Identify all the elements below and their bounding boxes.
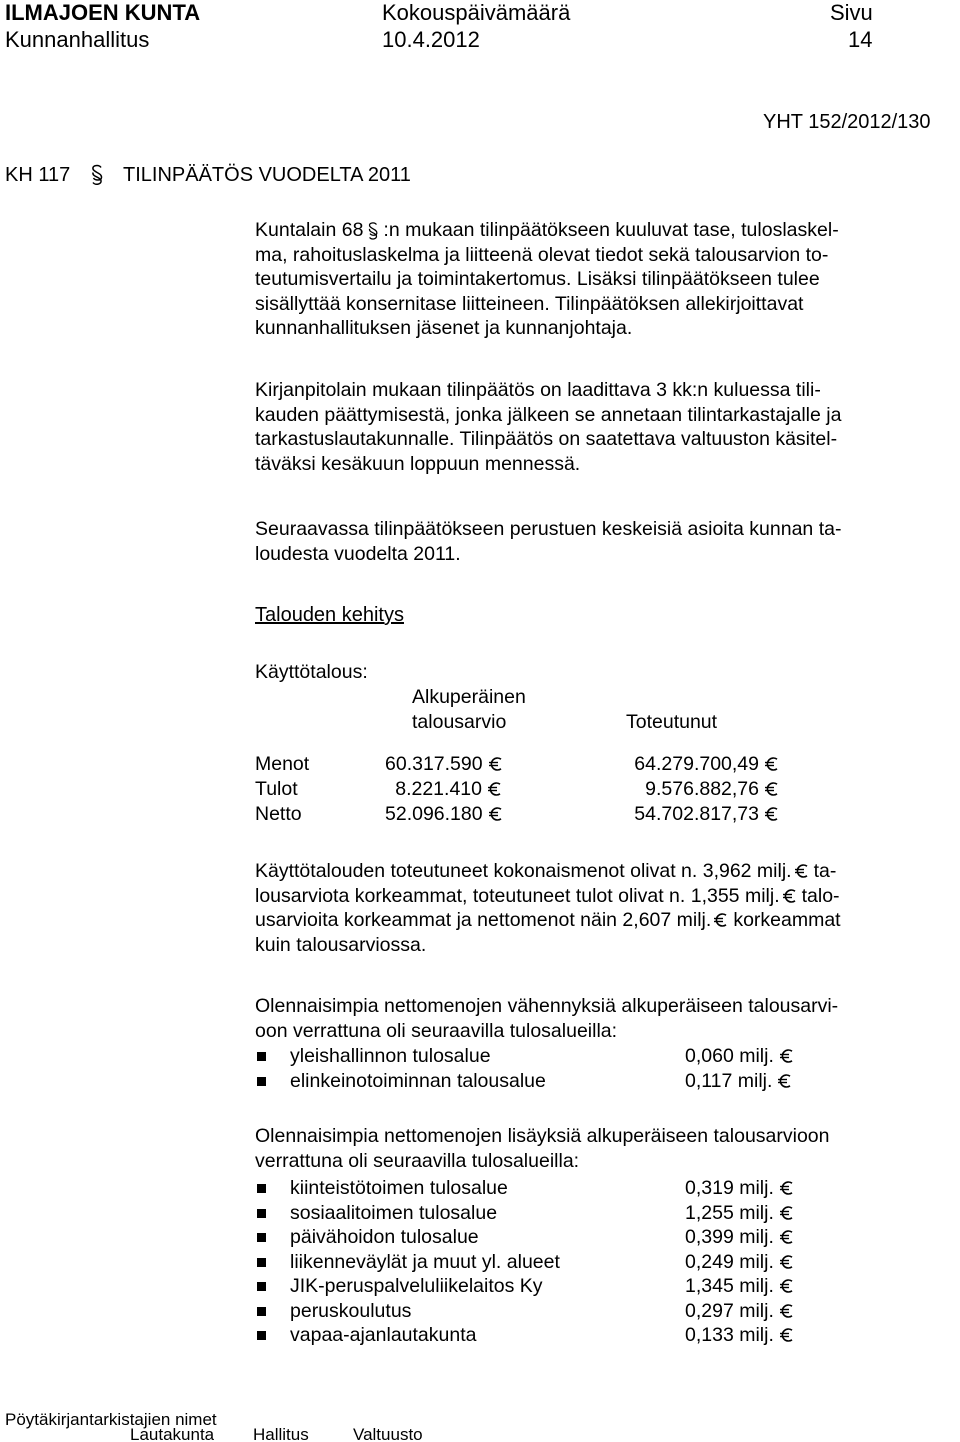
increases-list xyxy=(255,1176,815,1348)
list-item-label: JIK-peruspalveluliikelaitos Ky xyxy=(290,1275,543,1297)
euro-icon xyxy=(713,912,729,928)
list-item xyxy=(255,1176,815,1201)
reference-number: YHT 152/2012/130 xyxy=(763,111,931,133)
list-item-value: 0,399 milj. xyxy=(685,1225,795,1250)
paragraph-increases-intro xyxy=(255,1124,955,1173)
text-line: oon verrattuna oli seuraavilla tulosalueilla: xyxy=(255,1019,618,1042)
list-item-value: 0,117 milj. xyxy=(685,1069,793,1094)
paragraph-operating-summary xyxy=(255,859,955,957)
text-line: Seuraavassa tilinpäätökseen perustuen keskeisiä asioita kunnan ta- xyxy=(255,518,842,540)
section-sign-icon xyxy=(90,164,104,186)
list-item-label: vapaa-ajanlautakunta xyxy=(290,1324,477,1346)
list-item-value: 0,297 milj. xyxy=(685,1299,795,1324)
list-item-value: 1,345 milj. xyxy=(685,1274,795,1299)
square-bullet-icon xyxy=(257,1052,266,1061)
text-line: ma, rahoituslaskelma ja liitteenä olevat tiedot sekä talousarvion to- xyxy=(255,243,829,266)
text-line: teutumisvertailu ja toimintakertomus. Lisäksi tilinpäätökseen tulee xyxy=(255,268,820,290)
euro-icon xyxy=(794,863,810,879)
list-item-value: 0,319 milj. xyxy=(685,1176,795,1201)
list-item xyxy=(255,1274,815,1299)
item-title: TILINPÄÄTÖS VUODELTA 2011 xyxy=(123,164,411,186)
list-item-label: kiinteistötoimen tulosalue xyxy=(290,1177,508,1199)
section-heading: Talouden kehitys xyxy=(255,604,404,626)
paragraph-summary-intro xyxy=(255,517,955,566)
euro-icon xyxy=(779,1327,795,1343)
text-line: kuin talousarviossa. xyxy=(255,933,427,956)
page-number: 14 xyxy=(848,27,873,52)
euro-icon xyxy=(779,1048,795,1064)
text-line: sisällyttää konsernitase liitteineen. Tilinpäätöksen allekirjoittavat xyxy=(255,292,804,315)
square-bullet-icon xyxy=(257,1258,266,1267)
square-bullet-icon xyxy=(257,1282,266,1291)
euro-icon xyxy=(779,1180,795,1196)
euro-icon xyxy=(764,781,780,797)
table-cell-budget: 60.317.590 xyxy=(385,752,503,777)
page-label: Sivu xyxy=(830,0,873,25)
text-line: loudesta vuodelta 2011. xyxy=(255,542,461,565)
paragraph-decreases-intro xyxy=(255,994,955,1043)
text-line: verrattuna oli seuraavilla tulosalueilla: xyxy=(255,1149,580,1172)
text-line: Kuntalain 68 :n mukaan tilinpäätökseen kuuluvat tase, tuloslaskel- xyxy=(255,219,839,241)
euro-icon xyxy=(779,1205,795,1221)
meeting-date-label: Kokouspäivämäärä xyxy=(382,0,571,25)
list-item-label: yleishallinnon tulosalue xyxy=(290,1045,491,1067)
column-header-actual: Toteutunut xyxy=(626,711,718,733)
list-item xyxy=(255,1044,815,1069)
list-item xyxy=(255,1201,815,1226)
footer-col-government: Hallitus xyxy=(253,1428,309,1442)
table-row-label: Tulot xyxy=(255,778,298,800)
organization-name: ILMAJOEN KUNTA xyxy=(5,0,201,25)
list-item xyxy=(255,1069,815,1094)
footer-title: Pöytäkirjantarkistajien nimet xyxy=(5,1410,217,1429)
table-cell-actual: 54.702.817,73 xyxy=(600,802,780,827)
list-item xyxy=(255,1299,815,1324)
meeting-date: 10.4.2012 xyxy=(382,27,480,52)
text-line: Kirjanpitolain mukaan tilinpäätös on laadittava 3 kk:n kuluessa tili- xyxy=(255,379,821,401)
column-header-budget: Alkuperäinen talousarvio xyxy=(412,686,526,733)
text-line: kauden päättymisestä, jonka jälkeen se annetaan tilintarkastajalle ja xyxy=(255,403,842,426)
paragraph-municipal-act xyxy=(255,218,955,341)
euro-icon xyxy=(764,756,780,772)
square-bullet-icon xyxy=(257,1331,266,1340)
list-item-value: 1,255 milj. xyxy=(685,1201,795,1226)
table-cell-actual: 64.279.700,49 xyxy=(600,752,780,777)
table-cell-budget: 52.096.180 xyxy=(385,802,503,827)
text-line: Olennaisimpia nettomenojen lisäyksiä alkuperäiseen talousarvioon xyxy=(255,1125,830,1147)
euro-icon xyxy=(488,756,504,772)
euro-icon xyxy=(779,1254,795,1270)
body-name: Kunnanhallitus xyxy=(5,27,150,52)
square-bullet-icon xyxy=(257,1209,266,1218)
list-item-label: liikenneväylät ja muut yl. alueet xyxy=(290,1250,560,1273)
list-item-value: 0,060 milj. xyxy=(685,1044,795,1069)
list-item xyxy=(255,1250,815,1275)
section-sign-icon xyxy=(367,221,379,241)
text-line: Olennaisimpia nettomenojen vähennyksiä alkuperäiseen talousarvi- xyxy=(255,995,839,1017)
footer-col-board: Lautakunta xyxy=(130,1428,215,1442)
text-line: lousarviota korkeammat, toteutuneet tulot olivat n. 1,355 milj. talo- xyxy=(255,884,840,907)
square-bullet-icon xyxy=(257,1307,266,1316)
euro-icon xyxy=(779,1278,795,1294)
euro-icon xyxy=(487,781,503,797)
text-line: tarkastuslautakunnalle. Tilinpäätös on saatettava valtuuston käsitel- xyxy=(255,428,838,450)
euro-icon xyxy=(782,888,798,904)
table-cell-budget: 8.221.410 xyxy=(385,777,503,802)
text-line: Käyttötalouden toteutuneet kokonaismenot olivat n. 3,962 milj. ta- xyxy=(255,860,837,882)
text-line: täväksi kesäkuun loppuun mennessä. xyxy=(255,452,581,475)
table-cell-actual: 9.576.882,76 xyxy=(600,777,780,802)
operating-label: Käyttötalous: xyxy=(255,661,368,683)
decreases-list xyxy=(255,1044,815,1093)
item-title-row xyxy=(5,164,411,187)
table-row-label: Netto xyxy=(255,803,302,825)
list-item xyxy=(255,1323,815,1348)
list-item xyxy=(255,1225,815,1250)
square-bullet-icon xyxy=(257,1233,266,1242)
euro-icon xyxy=(777,1073,793,1089)
square-bullet-icon xyxy=(257,1077,266,1086)
list-item-value: 0,249 milj. xyxy=(685,1250,795,1275)
text-line: usarvioita korkeammat ja nettomenot näin 2,607 milj. korkeammat xyxy=(255,909,841,931)
item-number: KH 117 xyxy=(5,164,71,186)
euro-icon xyxy=(764,806,780,822)
list-item-label: päivähoidon tulosalue xyxy=(290,1226,479,1248)
list-item-label: sosiaalitoimen tulosalue xyxy=(290,1201,498,1224)
list-item-label: peruskoulutus xyxy=(290,1299,412,1322)
table-row-label: Menot xyxy=(255,753,310,775)
euro-icon xyxy=(779,1303,795,1319)
euro-icon xyxy=(488,806,504,822)
paragraph-accounting-act xyxy=(255,378,955,476)
euro-icon xyxy=(779,1229,795,1245)
list-item-value: 0,133 milj. xyxy=(685,1323,795,1348)
square-bullet-icon xyxy=(257,1184,266,1193)
footer-col-council: Valtuusto xyxy=(353,1428,423,1442)
text-line: kunnanhallituksen jäsenet ja kunnanjohtaja. xyxy=(255,317,633,339)
list-item-label: elinkeinotoiminnan talousalue xyxy=(290,1069,546,1092)
